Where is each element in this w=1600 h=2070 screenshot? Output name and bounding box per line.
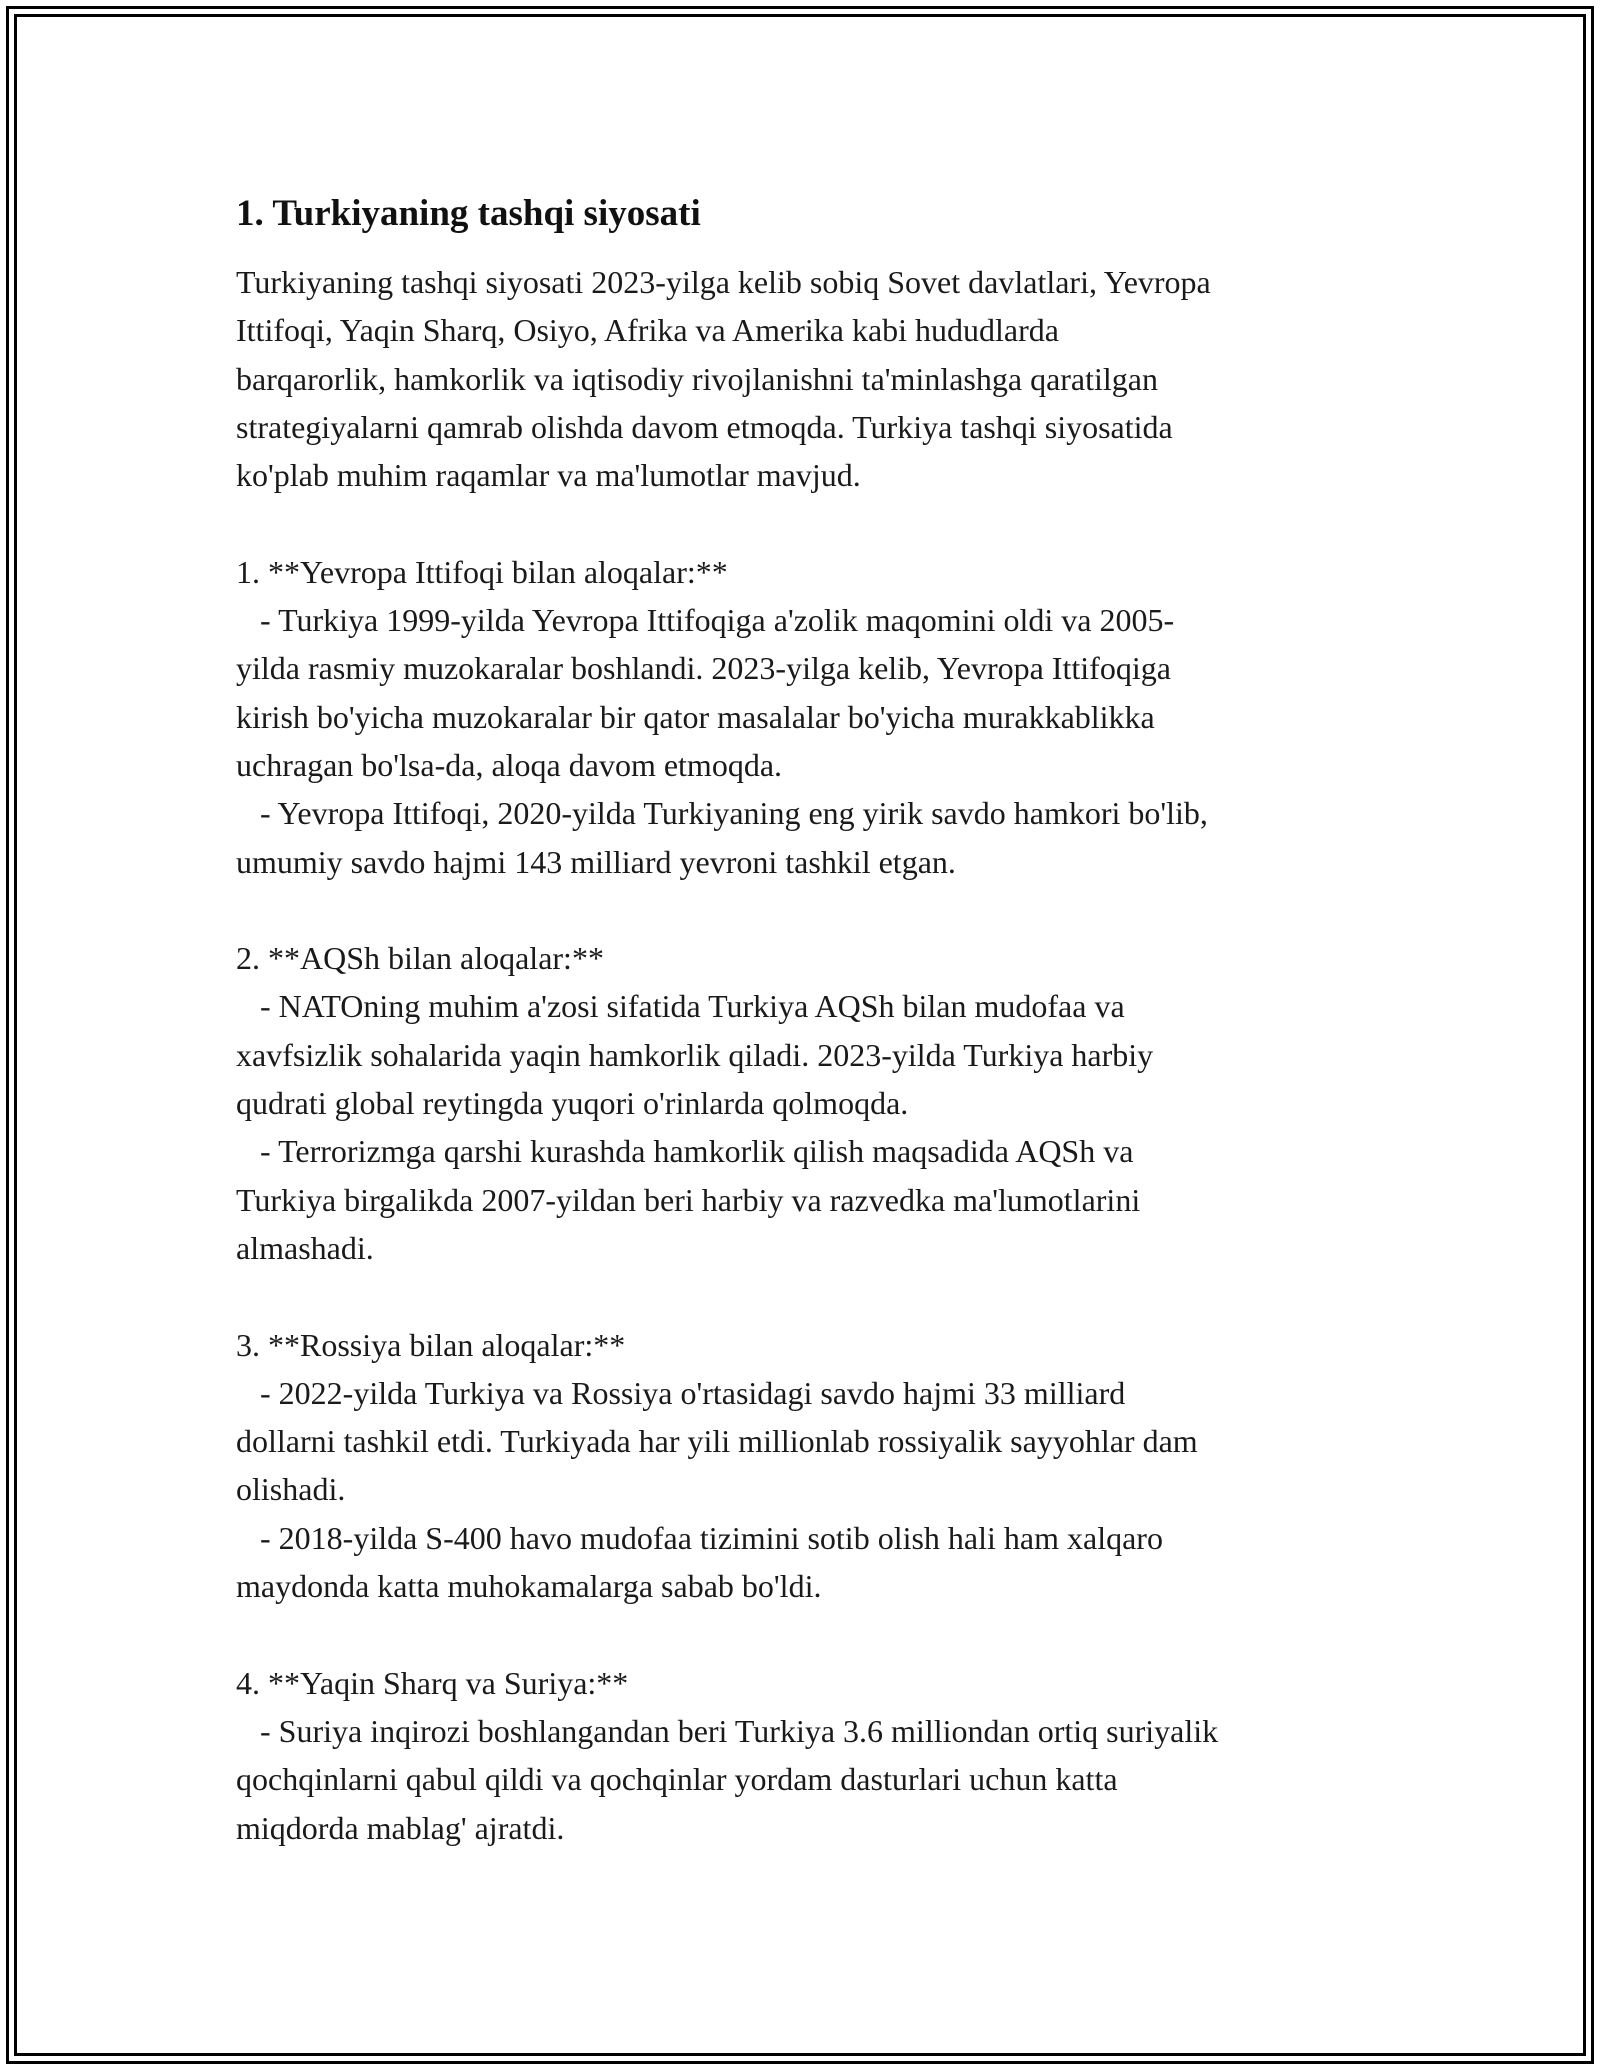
section-heading: 3. **Rossiya bilan aloqalar:** <box>236 1326 626 1363</box>
section-line: miqdorda mablag' ajratdi. <box>236 1809 565 1846</box>
intro-line: Turkiyaning tashqi siyosati 2023-yilga kelib sobiq Sovet davlatlari, Yevropa <box>236 264 1211 300</box>
section-line: - Suriya inqirozi boshlangandan beri Turkiya 3.6 milliondan ortiq suriyalik <box>236 1712 1219 1749</box>
section-line: - 2022-yilda Turkiya va Rossiya o'rtasidagi savdo hajmi 33 milliard <box>236 1374 1126 1411</box>
section-line: xavfsizlik sohalarida yaqin hamkorlik qiladi. 2023-yilda Turkiya harbiy <box>236 1036 1154 1073</box>
section-line: olishadi. <box>236 1471 346 1508</box>
section-line: almashadi. <box>236 1229 374 1266</box>
paragraph-gap <box>236 886 1386 934</box>
paragraph-gap <box>236 1610 1386 1658</box>
intro-line: Ittifoqi, Yaqin Sharq, Osiyo, Afrika va Amerika kabi hududlarda <box>236 312 1059 349</box>
section-heading: 4. **Yaqin Sharq va Suriya:** <box>236 1664 629 1701</box>
section-heading: 2. **AQSh bilan aloqalar:** <box>236 940 604 977</box>
section-line: uchragan bo'lsa-da, aloqa davom etmoqda. <box>236 746 783 783</box>
section-line: qudrati global reytingda yuqori o'rinlarda qolmoqda. <box>236 1085 909 1122</box>
intro-line: strategiyalarni qamrab olishda davom etmoqda. Turkiya tashqi siyosatida <box>236 408 1173 445</box>
section-line: maydonda katta muhokamalarga sabab bo'ldi. <box>236 1568 822 1605</box>
section-usa-relations <box>236 934 1386 1272</box>
section-line: Turkiya birgalikda 2007-yildan beri harbiy va razvedka ma'lumotlarini <box>236 1181 1141 1218</box>
intro-line: barqarorlik, hamkorlik va iqtisodiy rivojlanishni ta'minlashga qaratilgan <box>236 360 1158 397</box>
section-line: yilda rasmiy muzokaralar boshlandi. 2023-yilga kelib, Yevropa Ittifoqiga <box>236 650 1171 687</box>
paragraph-gap <box>236 1272 1386 1320</box>
intro-line: ko'plab muhim raqamlar va ma'lumotlar mavjud. <box>236 457 861 494</box>
section-line: kirish bo'yicha muzokaralar bir qator masalalar bo'yicha murakkablikka <box>236 698 1155 735</box>
section-line: - Turkiya 1999-yilda Yevropa Ittifoqiga a'zolik maqomini oldi va 2005- <box>236 602 1175 639</box>
section-line: - Terrorizmga qarshi kurashda hamkorlik qilish maqsadida AQSh va <box>236 1133 1134 1170</box>
document-title: 1. Turkiyaning tashqi siyosati <box>236 193 701 234</box>
section-line: umumiy savdo hajmi 143 milliard yevroni tashkil etgan. <box>236 843 956 880</box>
section-line: - NATOning muhim a'zosi sifatida Turkiya AQSh bilan mudofaa va <box>236 988 1125 1025</box>
document-page <box>236 188 1386 1852</box>
section-line: - 2018-yilda S-400 havo mudofaa tizimini sotib olish hali ham xalqaro <box>236 1519 1163 1556</box>
section-line: dollarni tashkil etdi. Turkiyada har yili millionlab rossiyalik sayyohlar dam <box>236 1423 1198 1460</box>
section-line: qochqinlarni qabul qildi va qochqinlar yordam dasturlari uchun katta <box>236 1761 1118 1798</box>
section-heading: 1. **Yevropa Ittifoqi bilan aloqalar:** <box>236 553 728 590</box>
section-middle-east-syria <box>236 1659 1386 1852</box>
intro-paragraph <box>236 258 1386 499</box>
section-line: - Yevropa Ittifoqi, 2020-yilda Turkiyaning eng yirik savdo hamkori bo'lib, <box>236 795 1208 832</box>
section-eu-relations <box>236 548 1386 886</box>
section-russia-relations <box>236 1321 1386 1611</box>
paragraph-gap <box>236 499 1386 547</box>
